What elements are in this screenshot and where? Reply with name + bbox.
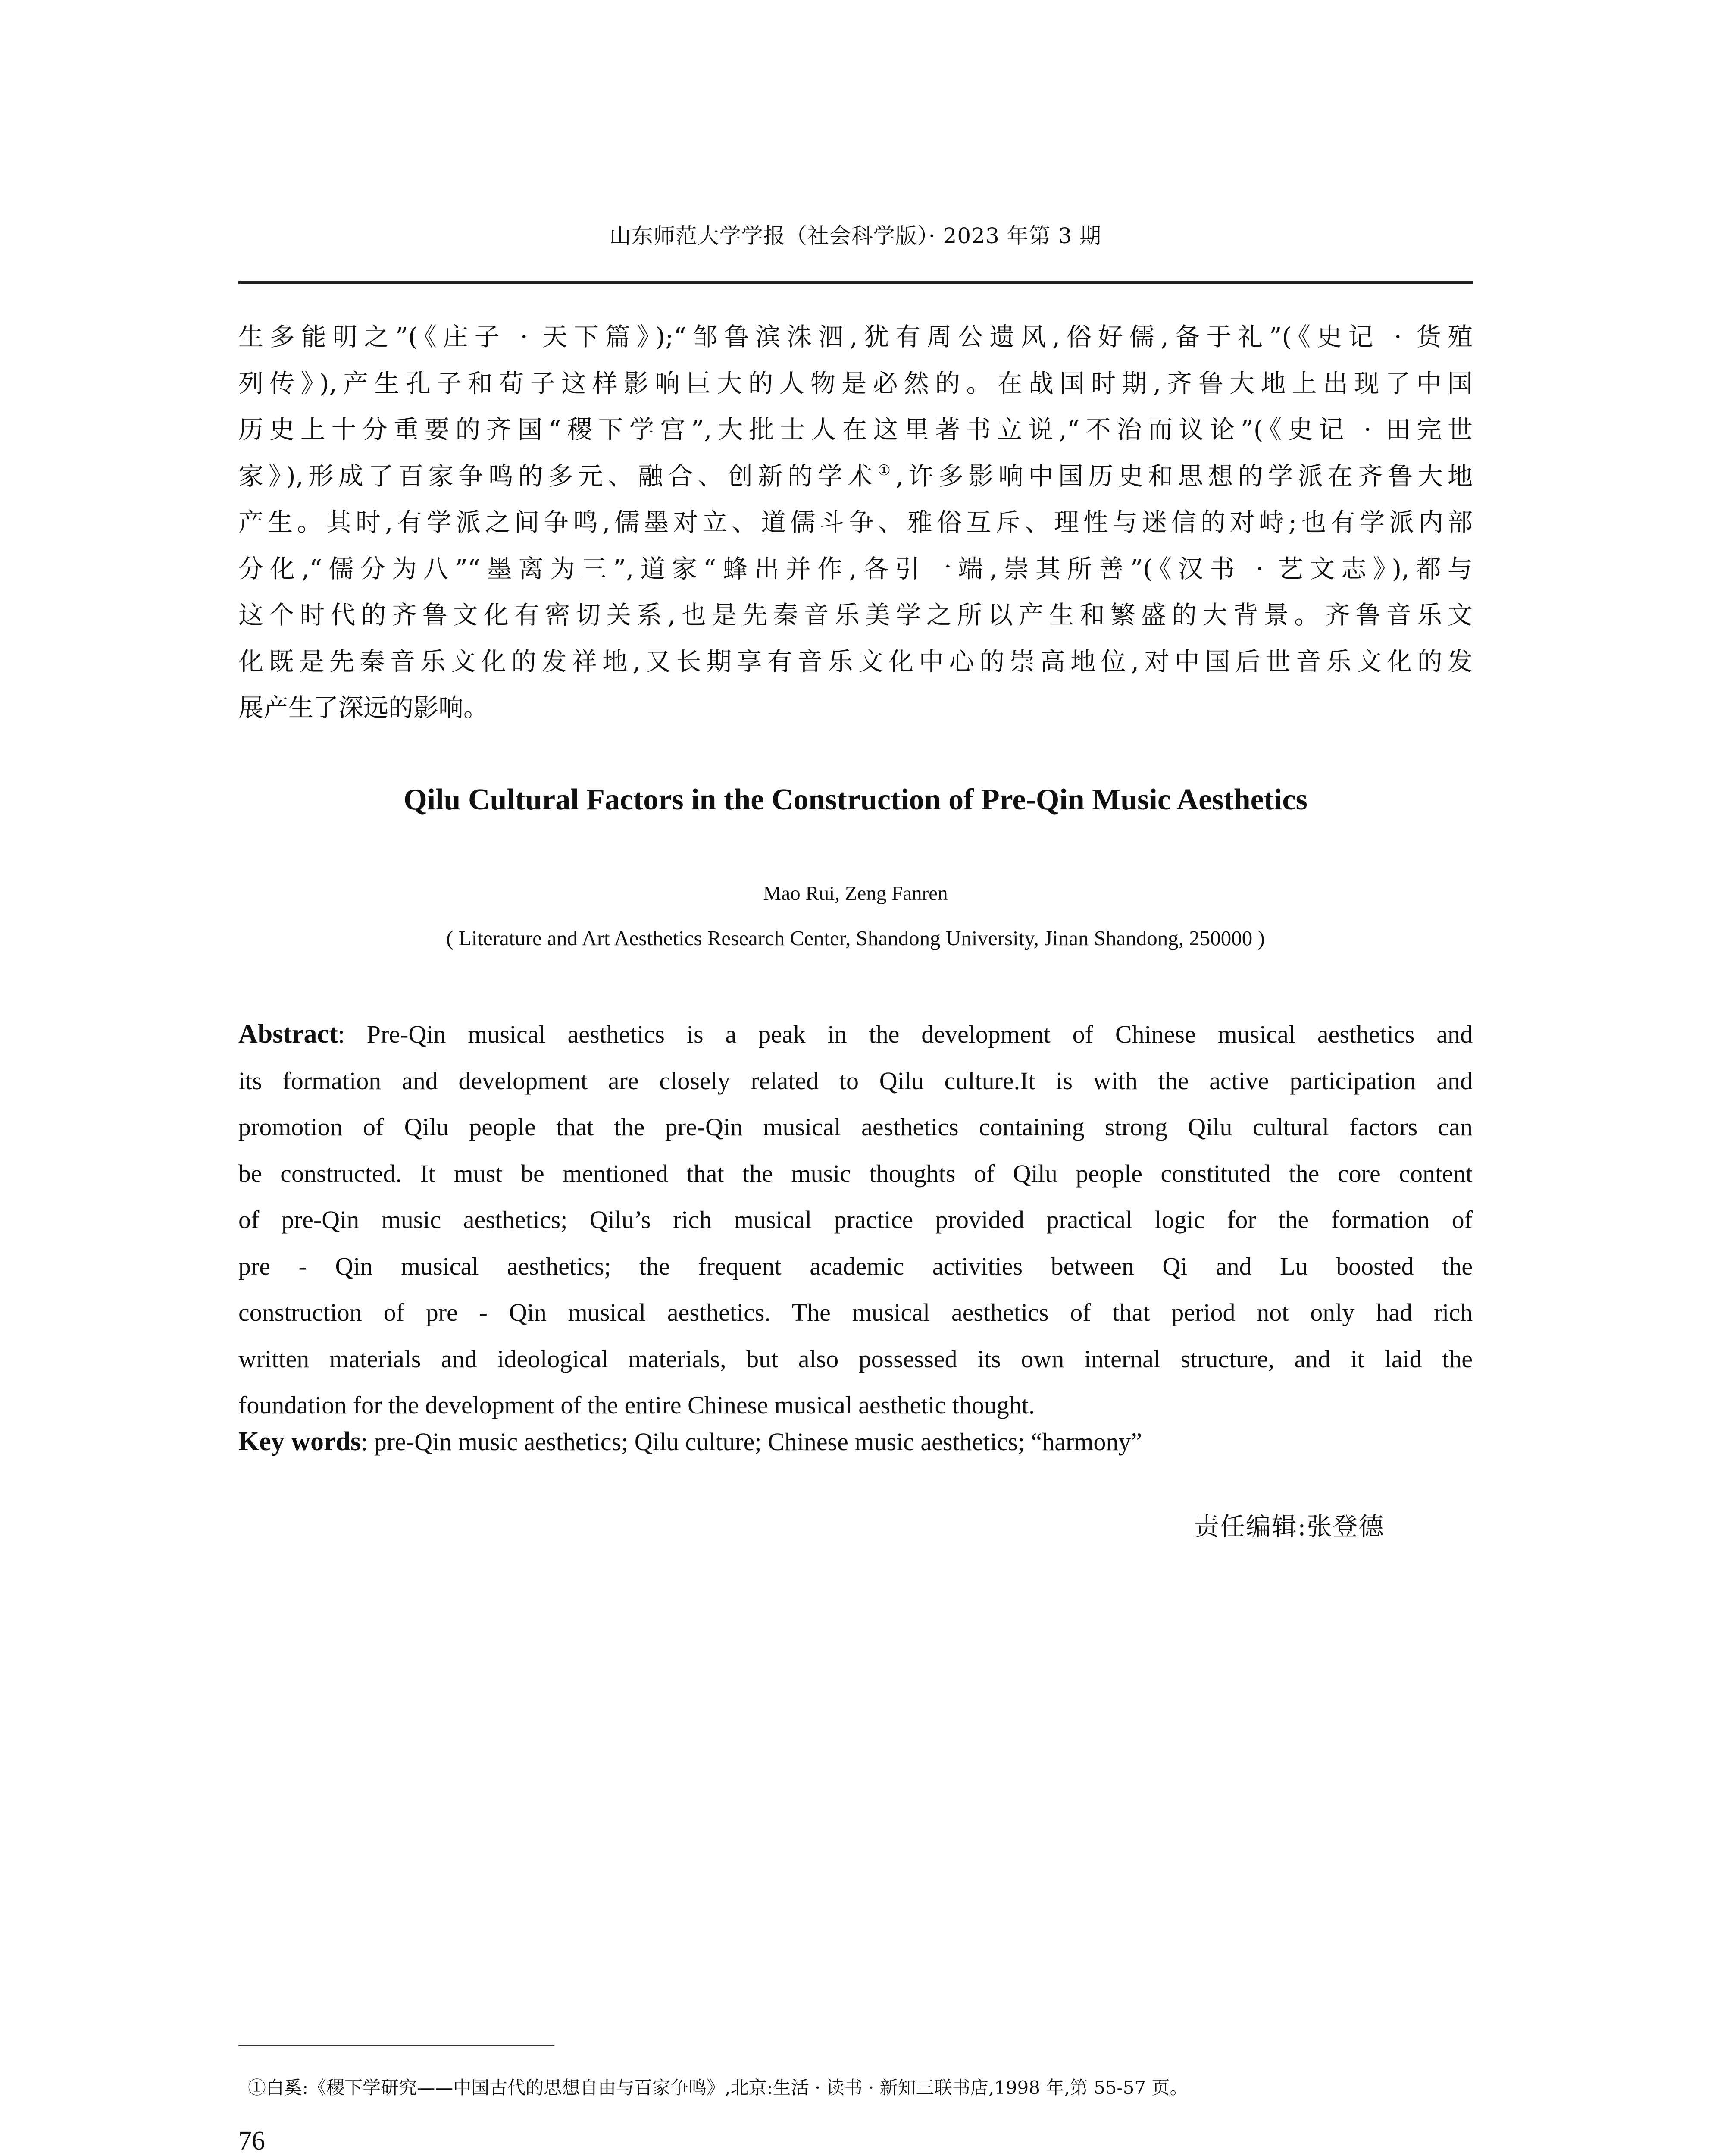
chinese-body-text (238, 314, 1473, 731)
header-rule (238, 281, 1473, 284)
body-line: 化既是先秦音乐文化的发祥地,又长期享有音乐文化中心的崇高地位,对中国后世音乐文化的发 (238, 646, 1473, 676)
footnote: ①白奚:《稷下学研究——中国古代的思想自由与百家争鸣》,北京:生活 · 读书 · 新知三联书店,1998 年,第 55-57 页。 (248, 2077, 1188, 2098)
page-number: 76 (238, 2126, 265, 2156)
abstract-line: pre - Qin musical aesthetics; the frequent academic activities between Qi and Lu boosted the (238, 1252, 1473, 1280)
body-line: 产生。其时,有学派之间争鸣,儒墨对立、道儒斗争、雅俗互斥、理性与迷信的对峙;也有学派内部 (238, 508, 1473, 537)
abstract-line: promotion of Qilu people that the pre-Qin musical aesthetics containing strong Qilu cultural factors can (238, 1113, 1473, 1141)
english-authors: Mao Rui, Zeng Fanren (763, 882, 948, 905)
body-line: 展产生了深远的影响。 (238, 693, 489, 722)
body-line: 历史上十分重要的齐国“稷下学宫”,大批士人在这里著书立说,“不治而议论”(《史记 · 田完世 (238, 415, 1473, 444)
keywords-label: Key words (238, 1427, 361, 1456)
abstract-line: foundation for the development of the entire Chinese musical aesthetic thought. (238, 1391, 1035, 1419)
abstract-line: written materials and ideological materials, but also possessed its own internal structure, and it laid the (238, 1344, 1473, 1373)
abstract-line-text: : Pre-Qin musical aesthetics is a peak in the development of Chinese musical aesthetics and (338, 1020, 1473, 1048)
body-line-tail: ,许多影响中国历史和思想的学派在齐鲁大地 (895, 461, 1473, 491)
abstract-line: construction of pre - Qin musical aesthetics. The musical aesthetics of that period not only had rich (238, 1298, 1473, 1326)
abstract-line: of pre-Qin music aesthetics; Qilu’s rich musical practice provided practical logic for the formation of (238, 1206, 1473, 1234)
english-title: Qilu Cultural Factors in the Construction of Pre-Qin Music Aesthetics (404, 783, 1307, 816)
keywords (238, 1419, 1473, 1465)
running-head: 山东师范大学学报（社会科学版）· 2023 年第 3 期 (609, 223, 1102, 248)
footnote-rule (238, 2045, 554, 2046)
keywords-text: : pre-Qin music aesthetics; Qilu culture; Chinese music aesthetics; “harmony” (361, 1428, 1142, 1456)
footnote-reference[interactable]: ① (877, 461, 896, 479)
abstract-line: its formation and development are closely related to Qilu culture.It is with the active participation and (238, 1066, 1473, 1095)
body-line: 生多能明之”(《庄子 · 天下篇》);“邹鲁滨洙泗,犹有周公遗风,俗好儒,备于礼”(《史记 · 货殖 (238, 322, 1473, 351)
english-affiliation: ( Literature and Art Aesthetics Research Center, Shandong University, Jinan Shandong, 250000 ) (446, 926, 1265, 950)
body-line-head: 家》),形成了百家争鸣的多元、融合、创新的学术 (238, 461, 878, 491)
english-abstract (238, 1011, 1473, 1429)
abstract-line (238, 1011, 1473, 1058)
body-line: 列传》),产生孔子和荀子这样影响巨大的人物是必然的。在战国时期,齐鲁大地上出现了中国 (238, 368, 1473, 398)
abstract-line: be constructed. It must be mentioned that the music thoughts of Qilu people constituted the core content (238, 1159, 1473, 1188)
body-line: 分化,“儒分为八”“墨离为三”,道家“蜂出并作,各引一端,崇其所善”(《汉书 · 艺文志》),都与 (238, 554, 1473, 583)
body-line: 这个时代的齐鲁文化有密切关系,也是先秦音乐美学之所以产生和繁盛的大背景。齐鲁音乐文 (238, 600, 1473, 630)
body-line-with-footnote (238, 453, 1473, 500)
responsible-editor: 责任编辑:张登德 (1194, 1512, 1385, 1541)
abstract-label: Abstract (238, 1019, 338, 1049)
